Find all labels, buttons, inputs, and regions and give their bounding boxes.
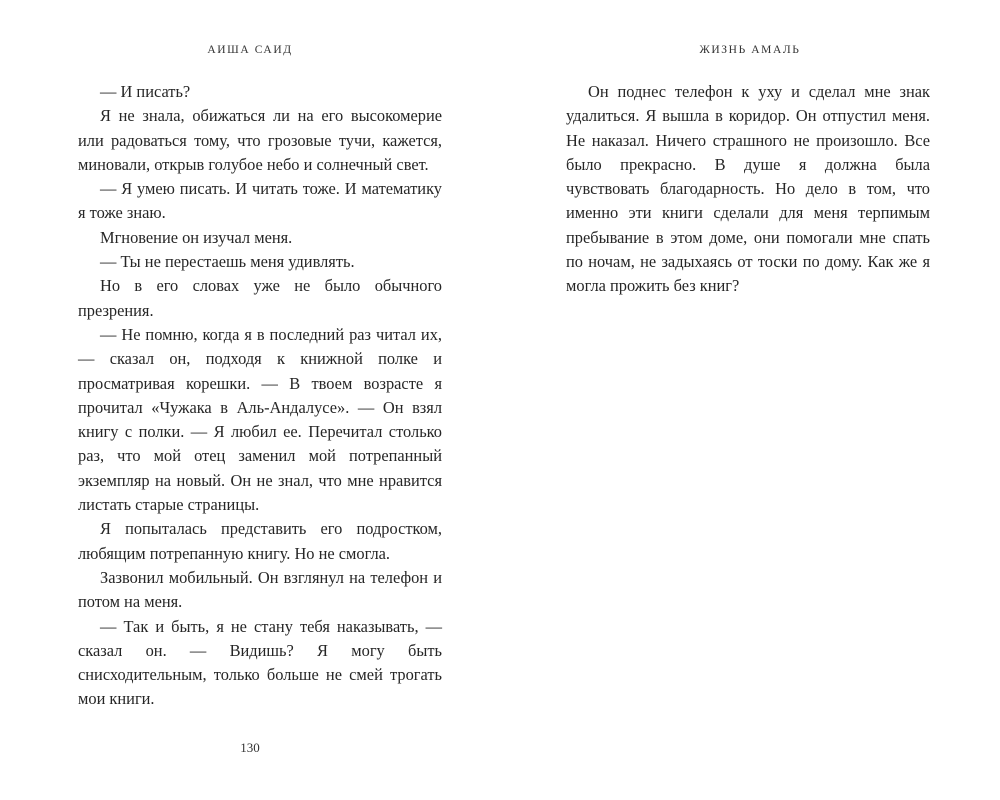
paragraph: — Ты не перестаешь меня удивлять. bbox=[100, 252, 355, 272]
running-head-author: АИША САИД bbox=[207, 44, 293, 56]
left-page-text bbox=[78, 80, 442, 712]
paragraph: — И писать? bbox=[100, 82, 191, 101]
paragraph: Зазвонил мобильный. Он взглянул на телефон и потом на меня. bbox=[78, 567, 442, 612]
right-page-text bbox=[566, 80, 930, 299]
running-head-title: ЖИЗНЬ АМАЛЬ bbox=[699, 44, 801, 56]
paragraph: Мгновение он изучал меня. bbox=[100, 227, 293, 247]
paragraph: — Я умею писать. И читать тоже. И математику я тоже знаю. bbox=[78, 179, 442, 223]
right-page bbox=[500, 0, 1000, 800]
paragraph: Он поднес телефон к уху и сделал мне знак удалиться. Я вышла в коридор. Он отпустил меня. Не наказал. Ничего страшного не произошло. Все было прекрасно. В душе я должна была чувствовать благодарность. Но дело в том, что именно эти книги сделали для меня терпимым пребывание в этом доме, они помогали мне спать по ночам, не задыхаясь от тоски по дому. Как же я могла прожить без книг? bbox=[566, 82, 930, 296]
paragraph: — Не помню, когда я в последний раз читал их, — сказал он, подходя к книжной полке и просматривая корешки. — В твоем возрасте я прочитал «Чужака в Аль-Андалусе». — Он взял книгу с полки. — Я любил ее. Перечитал столько раз, что мой отец заменил мой потрепанный экземпляр на новый. Он не знал, что мне нравится листать старые страницы. bbox=[78, 324, 442, 515]
paragraph: Я попыталась представить его подростком, любящим потрепанную книгу. Но не смогла. bbox=[78, 519, 442, 563]
paragraph: Я не знала, обижаться ли на его высокомерие или радоваться тому, что грозовые тучи, кажется, миновали, открыв голубое небо и солнечный свет. bbox=[78, 106, 442, 174]
paragraph: Но в его словах уже не было обычного презрения. bbox=[78, 276, 442, 320]
paragraph: — Так и быть, я не стану тебя наказывать, — сказал он. — Видишь? Я могу быть снисходительным, только больше не смей трогать мои книги. bbox=[78, 616, 442, 709]
page-number: 130 bbox=[240, 740, 260, 755]
